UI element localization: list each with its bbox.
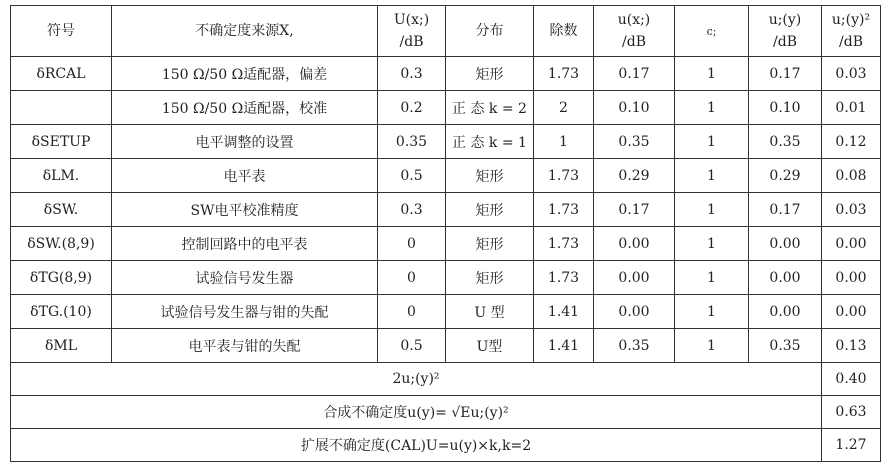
header-source-text: 不确定度来源X,: [195, 23, 294, 39]
table-row: [11, 57, 881, 91]
header-expanded-uncertainty-unit: /dB: [399, 34, 424, 50]
cell-symbol: δSW.: [11, 193, 112, 227]
summary-row: [11, 396, 881, 429]
cell-expanded-uncertainty: 0: [378, 261, 446, 295]
cell-divisor: 1.73: [534, 261, 594, 295]
cell-divisor: 1.41: [534, 295, 594, 329]
header-contribution-squared-label: u;(y)²: [831, 12, 871, 28]
table-row: [11, 91, 881, 125]
summary-value: 1.27: [822, 429, 881, 462]
cell-divisor: 1.41: [534, 329, 594, 363]
cell-symbol: δSW.(8,9): [11, 227, 112, 261]
cell-sensitivity: 1: [675, 193, 749, 227]
cell-distribution: 矩形: [446, 193, 534, 227]
cell-sensitivity: 1: [675, 57, 749, 91]
cell-expanded-uncertainty: 0.2: [378, 91, 446, 125]
cell-symbol: [11, 91, 112, 125]
cell-symbol: δTG(8,9): [11, 261, 112, 295]
cell-symbol: δSETUP: [11, 125, 112, 159]
cell-contribution-squared: 0.12: [822, 125, 881, 159]
cell-divisor: 1.73: [534, 57, 594, 91]
cell-contribution: 0.35: [749, 125, 822, 159]
header-contribution-label: u;(y): [768, 12, 802, 28]
cell-standard-uncertainty: 0.00: [594, 295, 675, 329]
cell-distribution: 矩形: [446, 159, 534, 193]
cell-contribution: 0.29: [749, 159, 822, 193]
cell-contribution: 0.17: [749, 193, 822, 227]
table-row: [11, 193, 881, 227]
cell-contribution: 0.10: [749, 91, 822, 125]
cell-source: SW电平校准精度: [112, 193, 378, 227]
cell-contribution-squared: 0.03: [822, 57, 881, 91]
cell-distribution: 矩形: [446, 57, 534, 91]
cell-contribution-squared: 0.13: [822, 329, 881, 363]
cell-standard-uncertainty: 0.35: [594, 125, 675, 159]
cell-source: 电平表: [112, 159, 378, 193]
cell-distribution: 正 态 k = 1: [446, 125, 534, 159]
cell-contribution: 0.00: [749, 261, 822, 295]
cell-source: 电平表与钳的失配: [112, 329, 378, 363]
summary-label: 合成不确定度u(y)= √Eu;(y)²: [11, 396, 822, 429]
header-symbol: [11, 6, 112, 57]
table-row: [11, 295, 881, 329]
cell-expanded-uncertainty: 0.5: [378, 329, 446, 363]
cell-distribution: 矩形: [446, 227, 534, 261]
cell-sensitivity: 1: [675, 227, 749, 261]
cell-sensitivity: 1: [675, 91, 749, 125]
cell-contribution: 0.17: [749, 57, 822, 91]
cell-sensitivity: 1: [675, 261, 749, 295]
cell-sensitivity: 1: [675, 159, 749, 193]
cell-expanded-uncertainty: 0.5: [378, 159, 446, 193]
summary-label: 扩展不确定度(CAL)U=u(y)×k,k=2: [11, 429, 822, 462]
cell-expanded-uncertainty: 0: [378, 295, 446, 329]
header-expanded-uncertainty: [378, 6, 446, 57]
header-row: [11, 6, 881, 57]
cell-source: 电平调整的设置: [112, 125, 378, 159]
cell-symbol: δML: [11, 329, 112, 363]
summary-row: [11, 429, 881, 462]
cell-sensitivity: 1: [675, 329, 749, 363]
cell-contribution-squared: 0.00: [822, 227, 881, 261]
cell-distribution: U 型: [446, 295, 534, 329]
header-distribution: [446, 6, 534, 57]
cell-contribution: 0.00: [749, 227, 822, 261]
cell-expanded-uncertainty: 0: [378, 227, 446, 261]
cell-sensitivity: 1: [675, 125, 749, 159]
header-contribution-squared: [822, 6, 881, 57]
cell-standard-uncertainty: 0.10: [594, 91, 675, 125]
cell-standard-uncertainty: 0.29: [594, 159, 675, 193]
cell-expanded-uncertainty: 0.3: [378, 57, 446, 91]
cell-contribution-squared: 0.00: [822, 295, 881, 329]
cell-sensitivity: 1: [675, 295, 749, 329]
cell-distribution: U型: [446, 329, 534, 363]
cell-source: 控制回路中的电平表: [112, 227, 378, 261]
summary-value: 0.40: [822, 363, 881, 396]
cell-contribution-squared: 0.00: [822, 261, 881, 295]
cell-expanded-uncertainty: 0.35: [378, 125, 446, 159]
header-standard-uncertainty-unit: /dB: [622, 34, 646, 50]
cell-source: 试验信号发生器: [112, 261, 378, 295]
table-row: [11, 261, 881, 295]
header-contribution-unit: /dB: [773, 34, 797, 50]
cell-divisor: 1.73: [534, 227, 594, 261]
summary-row: [11, 363, 881, 396]
header-contribution-squared-unit: /dB: [839, 34, 863, 50]
cell-symbol: δRCAL: [11, 57, 112, 91]
uncertainty-budget-table: [10, 5, 881, 462]
cell-distribution: 矩形: [446, 261, 534, 295]
cell-distribution: 正 态 k = 2: [446, 91, 534, 125]
cell-divisor: 1.73: [534, 159, 594, 193]
summary-value: 0.63: [822, 396, 881, 429]
cell-contribution-squared: 0.08: [822, 159, 881, 193]
cell-contribution: 0.35: [749, 329, 822, 363]
cell-standard-uncertainty: 0.17: [594, 193, 675, 227]
header-distribution-text: 分布: [475, 23, 504, 39]
cell-expanded-uncertainty: 0.3: [378, 193, 446, 227]
cell-standard-uncertainty: 0.00: [594, 227, 675, 261]
cell-source: 试验信号发生器与钳的失配: [112, 295, 378, 329]
table-row: [11, 227, 881, 261]
header-standard-uncertainty-label: u(x;): [617, 12, 651, 28]
cell-symbol: δTG.(10): [11, 295, 112, 329]
header-expanded-uncertainty-label: U(x;): [393, 12, 430, 28]
header-standard-uncertainty: [594, 6, 675, 57]
header-divisor: [534, 6, 594, 57]
table-row: [11, 329, 881, 363]
header-source: [112, 6, 378, 57]
cell-symbol: δLM.: [11, 159, 112, 193]
cell-source: 150 Ω/50 Ω适配器，校准: [112, 91, 378, 125]
summary-label: 2u;(y)²: [11, 363, 822, 396]
table-row: [11, 159, 881, 193]
table-row: [11, 125, 881, 159]
cell-standard-uncertainty: 0.17: [594, 57, 675, 91]
cell-divisor: 1.73: [534, 193, 594, 227]
cell-contribution-squared: 0.01: [822, 91, 881, 125]
cell-standard-uncertainty: 0.35: [594, 329, 675, 363]
header-symbol-text: 符号: [47, 23, 75, 39]
cell-divisor: 2: [534, 91, 594, 125]
cell-standard-uncertainty: 0.00: [594, 261, 675, 295]
header-divisor-text: 除数: [549, 23, 578, 39]
header-sensitivity: [675, 6, 749, 57]
cell-contribution: 0.00: [749, 295, 822, 329]
cell-source: 150 Ω/50 Ω适配器，偏差: [112, 57, 378, 91]
header-contribution: [749, 6, 822, 57]
cell-contribution-squared: 0.03: [822, 193, 881, 227]
cell-divisor: 1: [534, 125, 594, 159]
header-sensitivity-text: c;: [706, 24, 717, 38]
